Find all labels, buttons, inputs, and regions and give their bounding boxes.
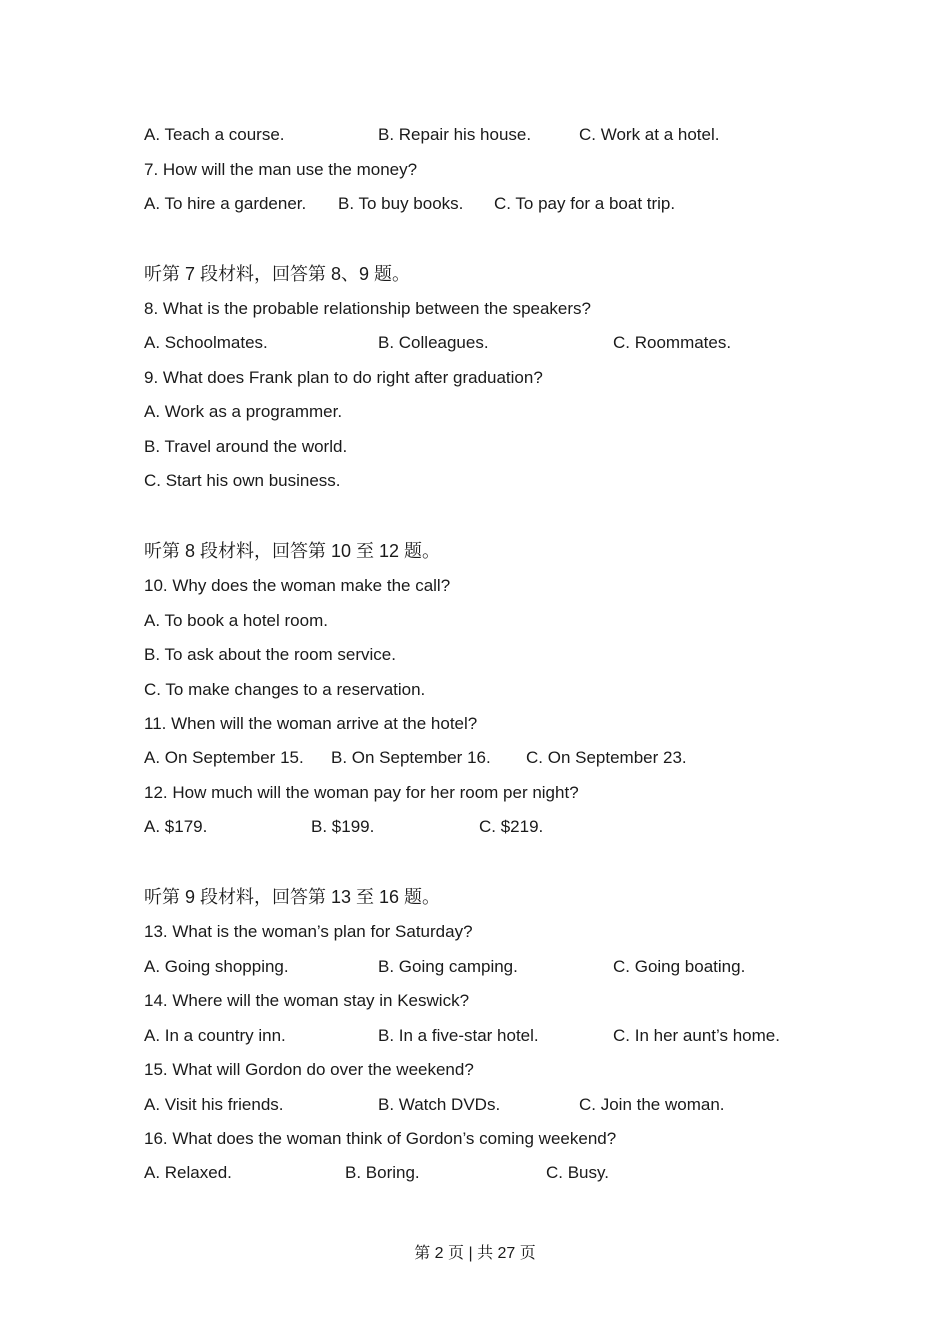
section-9-heading: 听第 9 段材料，回答第 13 至 16 题。 [144,887,441,907]
q10-question: 10. Why does the woman make the call? [144,576,451,595]
q7-question: 7. How will the man use the money? [144,160,418,179]
q7-option-a: A. To hire a gardener. [144,194,307,213]
q6-option-a: A. Teach a course. [144,125,285,144]
q7-option-c: C. To pay for a boat trip. [494,194,676,213]
q10-option-b: B. To ask about the room service. [144,645,396,664]
q10-option-c: C. To make changes to a reservation. [144,680,426,699]
page-number-footer: 第 2 页 | 共 27 页 [414,1245,536,1262]
q8-option-a: A. Schoolmates. [144,333,268,352]
q16-question: 16. What does the woman think of Gordon’s coming weekend? [144,1129,617,1148]
q15-option-b: B. Watch DVDs. [378,1095,501,1114]
q12-option-a: A. $179. [144,817,208,836]
q16-option-c: C. Busy. [546,1163,609,1182]
q12-question: 12. How much will the woman pay for her room per night? [144,783,579,802]
q11-option-b: B. On September 16. [331,748,491,767]
q7-option-b: B. To buy books. [338,194,464,213]
q15-question: 15. What will Gordon do over the weekend? [144,1060,474,1079]
q9-option-b: B. Travel around the world. [144,437,348,456]
q14-option-c: C. In her aunt’s home. [613,1026,780,1045]
q15-option-a: A. Visit his friends. [144,1095,284,1114]
q8-question: 8. What is the probable relationship between the speakers? [144,299,591,318]
q12-option-c: C. $219. [479,817,544,836]
q16-option-a: A. Relaxed. [144,1163,232,1182]
q11-question: 11. When will the woman arrive at the hotel? [144,714,478,733]
q12-option-b: B. $199. [311,817,375,836]
q13-question: 13. What is the woman’s plan for Saturday? [144,922,473,941]
q10-option-a: A. To book a hotel room. [144,611,328,630]
section-8-heading: 听第 8 段材料，回答第 10 至 12 题。 [144,541,441,561]
q13-option-a: A. Going shopping. [144,957,289,976]
q14-option-b: B. In a five-star hotel. [378,1026,539,1045]
q9-question: 9. What does Frank plan to do right after graduation? [144,368,543,387]
q9-option-a: A. Work as a programmer. [144,402,343,421]
q9-option-c: C. Start his own business. [144,471,341,490]
q16-option-b: B. Boring. [345,1163,420,1182]
section-7-heading: 听第 7 段材料，回答第 8、9 题。 [144,264,411,284]
q14-question: 14. Where will the woman stay in Keswick? [144,991,470,1010]
q11-option-c: C. On September 23. [526,748,687,767]
q8-option-c: C. Roommates. [613,333,732,352]
q8-option-b: B. Colleagues. [378,333,489,352]
q11-option-a: A. On September 15. [144,748,304,767]
q6-option-b: B. Repair his house. [378,125,532,144]
q6-option-c: C. Work at a hotel. [579,125,720,144]
q14-option-a: A. In a country inn. [144,1026,286,1045]
q15-option-c: C. Join the woman. [579,1095,725,1114]
q13-option-c: C. Going boating. [613,957,746,976]
q13-option-b: B. Going camping. [378,957,518,976]
